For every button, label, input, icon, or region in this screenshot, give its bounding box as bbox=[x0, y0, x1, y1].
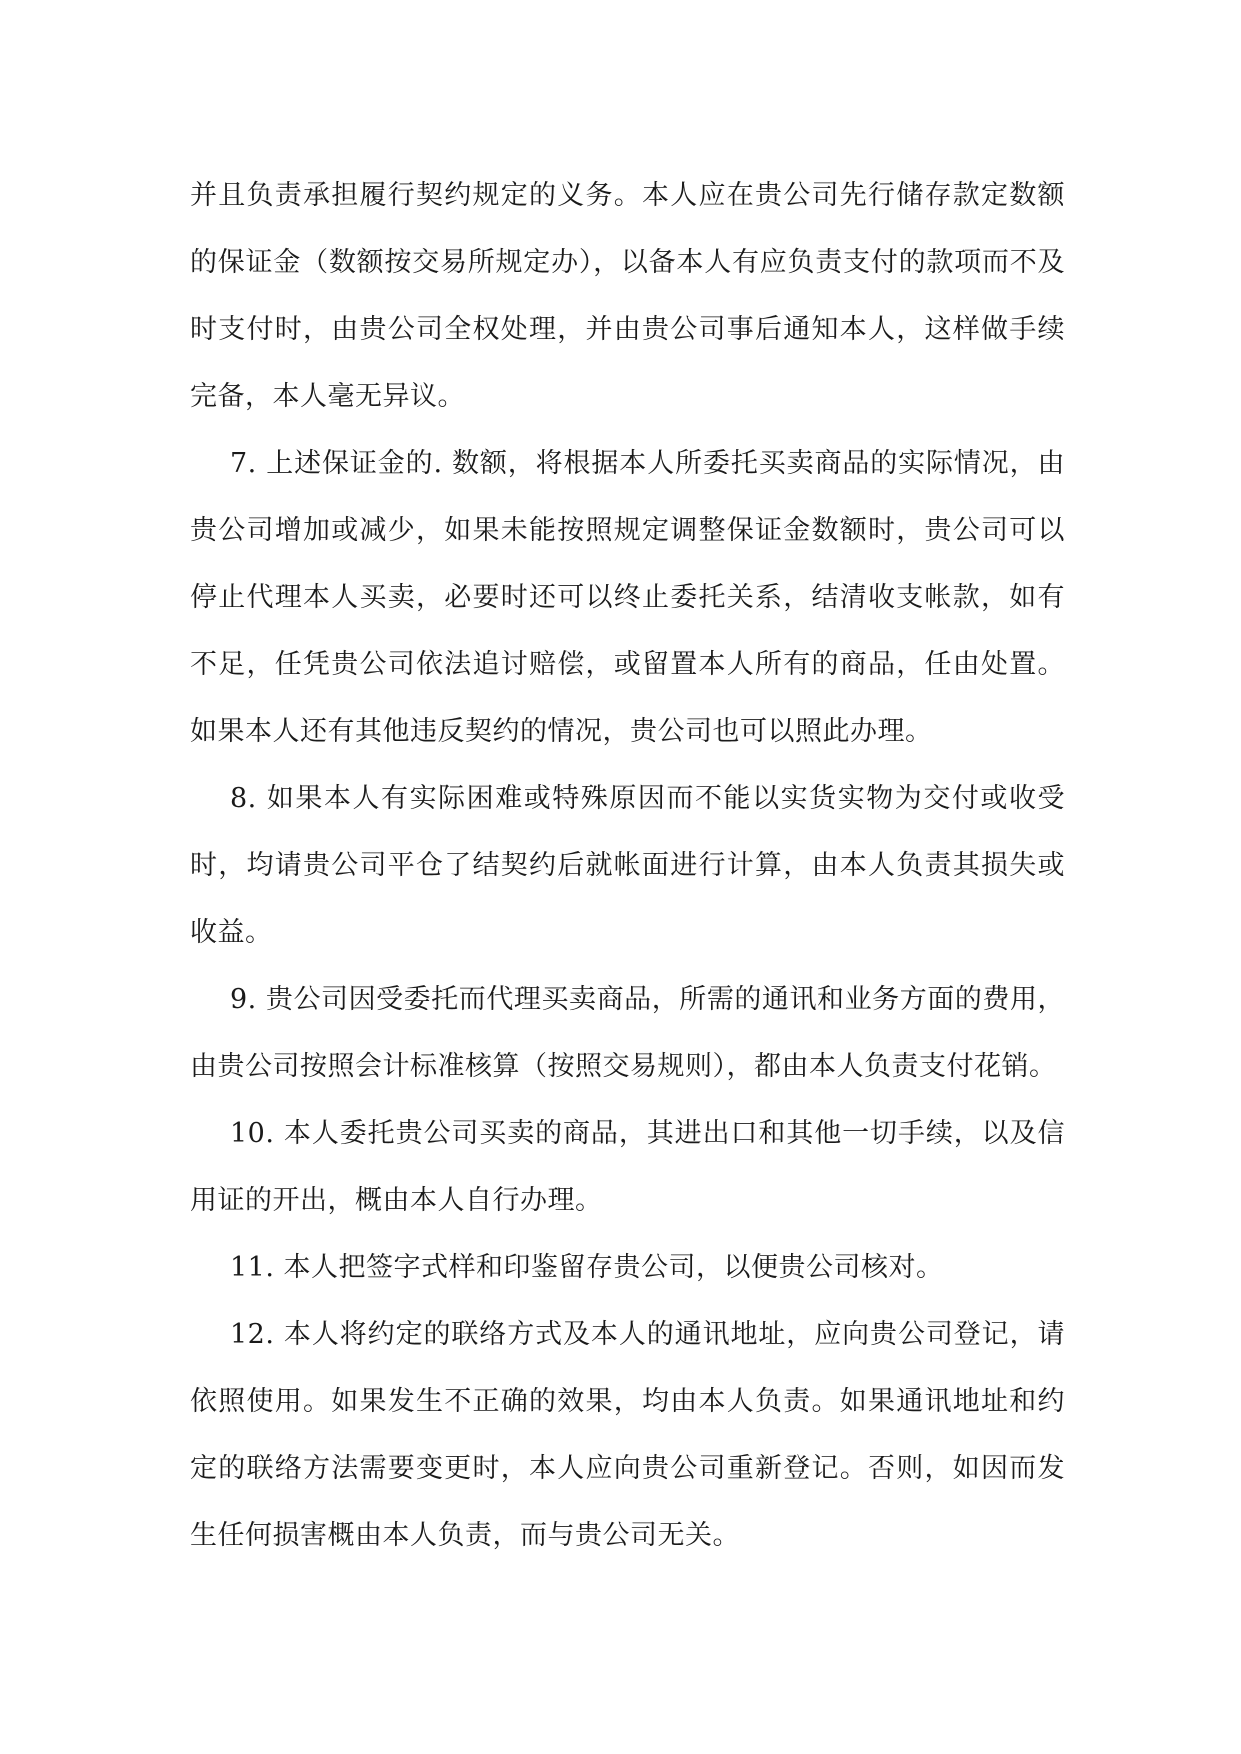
paragraph-clause-9: 9. 贵公司因受委托而代理买卖商品，所需的通讯和业务方面的费用，由贵公司按照会计标准核算（按照交易规则），都由本人负责支付花销。 bbox=[190, 984, 1065, 1082]
paragraph-clause-10: 10. 本人委托贵公司买卖的商品，其进出口和其他一切手续，以及信用证的开出，概由本人自行办理。 bbox=[190, 1118, 1065, 1216]
document-page bbox=[190, 162, 1065, 1569]
paragraph-clause-12: 12. 本人将约定的联络方式及本人的通讯地址，应向贵公司登记，请依照使用。如果发生不正确的效果，均由本人负责。如果通讯地址和约定的联络方法需要变更时，本人应向贵公司重新登记。否则，如因而发生任何损害概由本人负责，而与贵公司无关。 bbox=[190, 1319, 1065, 1551]
paragraph-continuation: 并且负责承担履行契约规定的义务。本人应在贵公司先行储存款定数额的保证金（数额按交易所规定办），以备本人有应负责支付的款项而不及时支付时，由贵公司全权处理，并由贵公司事后通知本人，这样做手续完备，本人毫无异议。 bbox=[190, 180, 1065, 412]
paragraph-clause-8: 8. 如果本人有实际困难或特殊原因而不能以实货实物为交付或收受时，均请贵公司平仓了结契约后就帐面进行计算，由本人负责其损失或收益。 bbox=[190, 783, 1065, 948]
paragraph-clause-7: 7. 上述保证金的. 数额，将根据本人所委托买卖商品的实际情况，由贵公司增加或减少，如果未能按照规定调整保证金数额时，贵公司可以停止代理本人买卖，必要时还可以终止委托关系，结清收支帐款，如有不足，任凭贵公司依法追讨赔偿，或留置本人所有的商品，任由处置。如果本人还有其他违反契约的情况，贵公司也可以照此办理。 bbox=[190, 448, 1065, 747]
paragraph-clause-11: 11. 本人把签字式样和印鉴留存贵公司，以便贵公司核对。 bbox=[230, 1252, 944, 1283]
